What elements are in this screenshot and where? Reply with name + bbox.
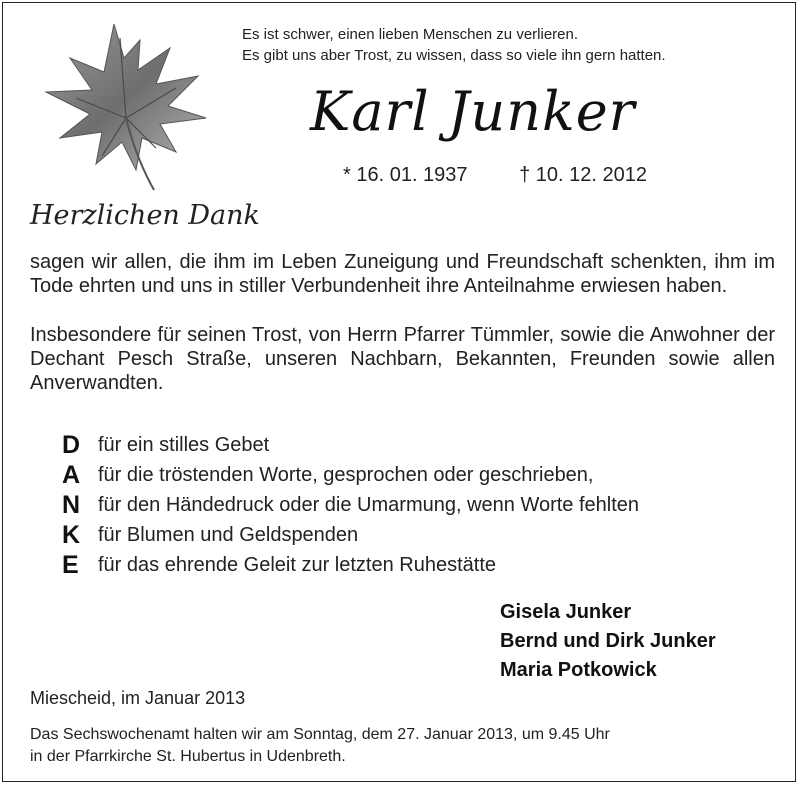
danke-row [62,520,639,550]
life-dates [343,164,647,187]
danke-letter: N [62,490,81,519]
place-date: Miescheid, im Januar 2013 [30,688,246,708]
thanks-paragraph-2: Insbesondere für seinen Trost, von Herrn Pfarrer Tümmler, sowie die Anwohner der Dechant Pesch Straße, unseren Nachbarn, Bekannten, Freunden sowie allen Anverwandten. [30,324,775,394]
maple-leaf-icon [36,18,216,193]
birth-date: * 16. 01. 1937 [343,164,468,186]
quote-line-2: Es gibt uns aber Trost, zu wissen, dass so viele ihn gern hatten. [242,47,666,64]
death-date: † 10. 12. 2012 [519,164,648,186]
danke-text: für ein stilles Gebet [98,433,270,456]
service-notice-line-2: in der Pfarrkirche St. Hubertus in Udenbreth. [30,748,346,765]
thanks-heading: Herzlichen Dank [30,200,260,231]
condolence-quote [242,24,666,66]
quote-line-1: Es ist schwer, einen lieben Menschen zu verlieren. [242,26,579,43]
danke-text: für Blumen und Geldspenden [98,523,359,546]
thanks-paragraph-1: sagen wir allen, die ihm im Leben Zuneigung und Freundschaft schenkten, ihm im Tode ehrten und uns in stiller Verbundenheit ihre Anteilnahme erwiesen haben. [30,251,775,297]
danke-letter: A [62,460,81,489]
danke-text: für den Händedruck oder die Umarmung, wenn Worte fehlten [98,493,640,516]
danke-letter: K [62,520,81,549]
danke-row [62,460,639,490]
danke-list [62,430,639,580]
signatures [500,598,716,685]
signature-name: Maria Potkowick [500,659,657,681]
service-notice [30,724,610,768]
danke-row [62,490,639,520]
signature-name: Bernd und Dirk Junker [500,630,716,652]
danke-letter: D [62,430,81,459]
danke-row [62,550,639,580]
danke-row [62,430,639,460]
danke-text: für das ehrende Geleit zur letzten Ruhestätte [98,553,497,576]
danke-letter: E [62,550,79,579]
danke-text: für die tröstenden Worte, gesprochen oder geschrieben, [98,463,594,486]
deceased-name: Karl Junker [310,80,636,143]
signature-name: Gisela Junker [500,601,632,623]
service-notice-line-1: Das Sechswochenamt halten wir am Sonntag, dem 27. Januar 2013, um 9.45 Uhr [30,726,610,743]
